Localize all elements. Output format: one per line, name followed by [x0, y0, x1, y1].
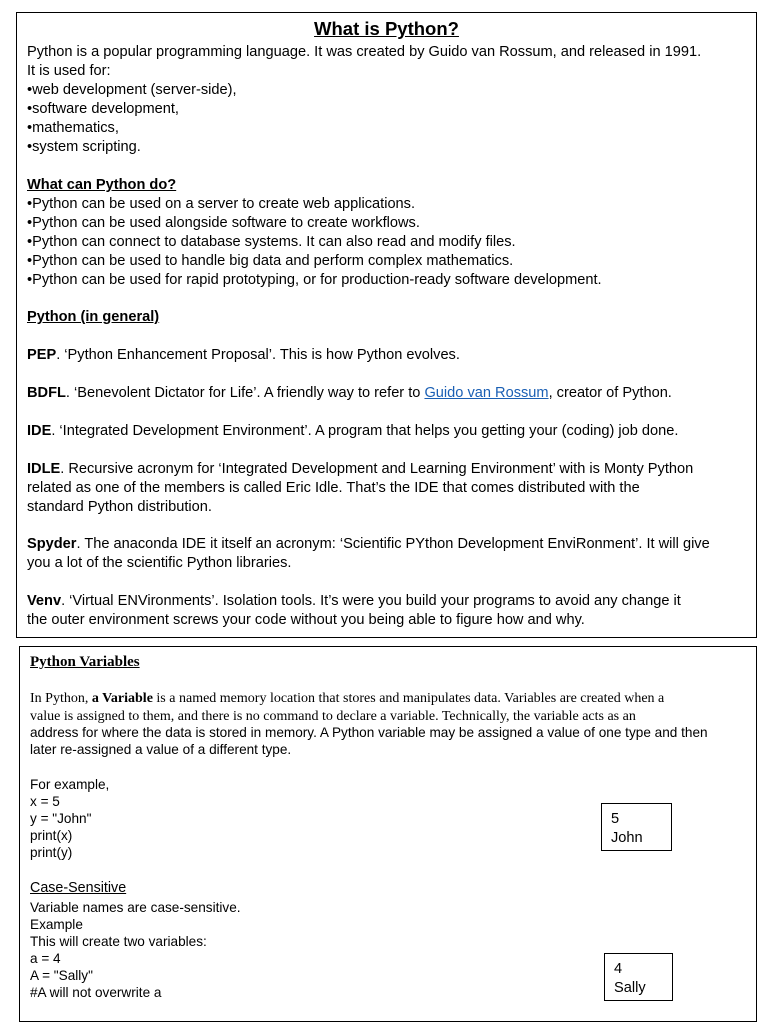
para-text: In Python,: [30, 691, 92, 706]
variables-paragraph-line: address for where the data is stored in memory. A Python variable may be assigned a value of one type and then: [30, 725, 708, 740]
code-line: print(y): [30, 845, 73, 860]
output-line: John: [611, 830, 643, 846]
idle-term: IDLE: [27, 461, 61, 477]
ide-term: IDE: [27, 423, 52, 439]
idle-text-line: standard Python distribution.: [27, 499, 212, 515]
output-line: 5: [611, 811, 620, 827]
code-line: #A will not overwrite a: [30, 985, 162, 1000]
venv-text-line: the outer environment screws your code without you being able to figure how and why.: [27, 612, 585, 628]
idle-definition: [27, 460, 693, 479]
python-variables-box: [19, 646, 757, 1022]
venv-text: . ‘Virtual ENVironments’. Isolation tools. It’s were you build your programs to avoid any change it: [61, 593, 681, 609]
bdfl-definition: [27, 384, 672, 403]
intro-line: Python is a popular programming language. It was created by Guido van Rossum, and released in 1991.: [27, 44, 702, 60]
case-note: This will create two variables:: [30, 934, 207, 949]
can-do-item: •Python can be used alongside software to create workflows.: [27, 215, 420, 231]
variables-paragraph-line: [30, 707, 636, 725]
venv-definition: [27, 592, 681, 611]
ide-definition: [27, 422, 678, 441]
variables-paragraph-line: [30, 689, 664, 708]
can-do-item: •Python can be used on a server to create web applications.: [27, 196, 416, 212]
spyder-definition: [27, 535, 710, 554]
spyder-text-line: you a lot of the scientific Python libraries.: [27, 555, 292, 571]
code-line: A = "Sally": [30, 968, 93, 983]
variables-title: Python Variables: [30, 654, 140, 670]
code-line: y = "John": [30, 811, 92, 826]
code-line: a = 4: [30, 951, 61, 966]
can-do-item: •Python can be used for rapid prototyping, or for production-ready software development.: [27, 272, 602, 288]
use-item: •mathematics,: [27, 120, 119, 136]
guido-link[interactable]: Guido van Rossum: [424, 385, 549, 401]
idle-text: . Recursive acronym for ‘Integrated Development and Learning Environment’ with is Monty Python: [60, 461, 694, 477]
bdfl-text: . ‘Benevolent Dictator for Life’. A friendly way to refer to: [65, 385, 425, 401]
case-description: Variable names are case-sensitive.: [30, 900, 241, 915]
output-line: 4: [614, 961, 623, 977]
example-label-2: Example: [30, 917, 83, 932]
bdfl-text-end: , creator of Python.: [548, 385, 672, 401]
code-line: print(x): [30, 828, 73, 843]
ide-text: . ‘Integrated Development Environment’. A program that helps you getting your (coding) job done.: [51, 423, 679, 439]
output-line: Sally: [614, 980, 646, 996]
pep-definition: [27, 346, 460, 365]
what-is-python-box: [16, 12, 757, 638]
pep-term: PEP: [27, 347, 57, 363]
pep-text: . ‘Python Enhancement Proposal’. This is how Python evolves.: [56, 347, 460, 363]
use-item: •system scripting.: [27, 139, 141, 155]
use-item: •software development,: [27, 101, 179, 117]
spyder-term: Spyder: [27, 536, 77, 552]
code-line: x = 5: [30, 794, 60, 809]
output-box: [601, 803, 672, 851]
case-sensitive-heading: Case-Sensitive: [30, 880, 127, 896]
example-label: For example,: [30, 777, 110, 792]
venv-term: Venv: [27, 593, 62, 609]
can-do-heading: What can Python do?: [27, 177, 177, 193]
idle-text-line: related as one of the members is called Eric Idle. That’s the IDE that comes distributed with the: [27, 480, 640, 496]
para-text: value is assigned to them, and there is no command to declare a variable. Technically, the variable acts as an: [30, 709, 636, 724]
spyder-text: . The anaconda IDE it itself an acronym: ‘Scientific PYthon Development EnviRonment’. It will give: [76, 536, 710, 552]
intro-line-2: It is used for:: [27, 63, 111, 79]
output-box-2: [604, 953, 673, 1001]
para-text: is a named memory location that stores and manipulates data. Variables are created when a: [152, 691, 665, 706]
variable-term: a Variable: [91, 691, 153, 706]
can-do-item: •Python can be used to handle big data and perform complex mathematics.: [27, 253, 514, 269]
variables-paragraph-line: later re-assigned a value of a different type.: [30, 742, 292, 757]
page-title: What is Python?: [314, 18, 459, 39]
can-do-item: •Python can connect to database systems. It can also read and modify files.: [27, 234, 516, 250]
use-item: •web development (server-side),: [27, 82, 237, 98]
general-heading: Python (in general): [27, 309, 160, 325]
bdfl-term: BDFL: [27, 385, 66, 401]
